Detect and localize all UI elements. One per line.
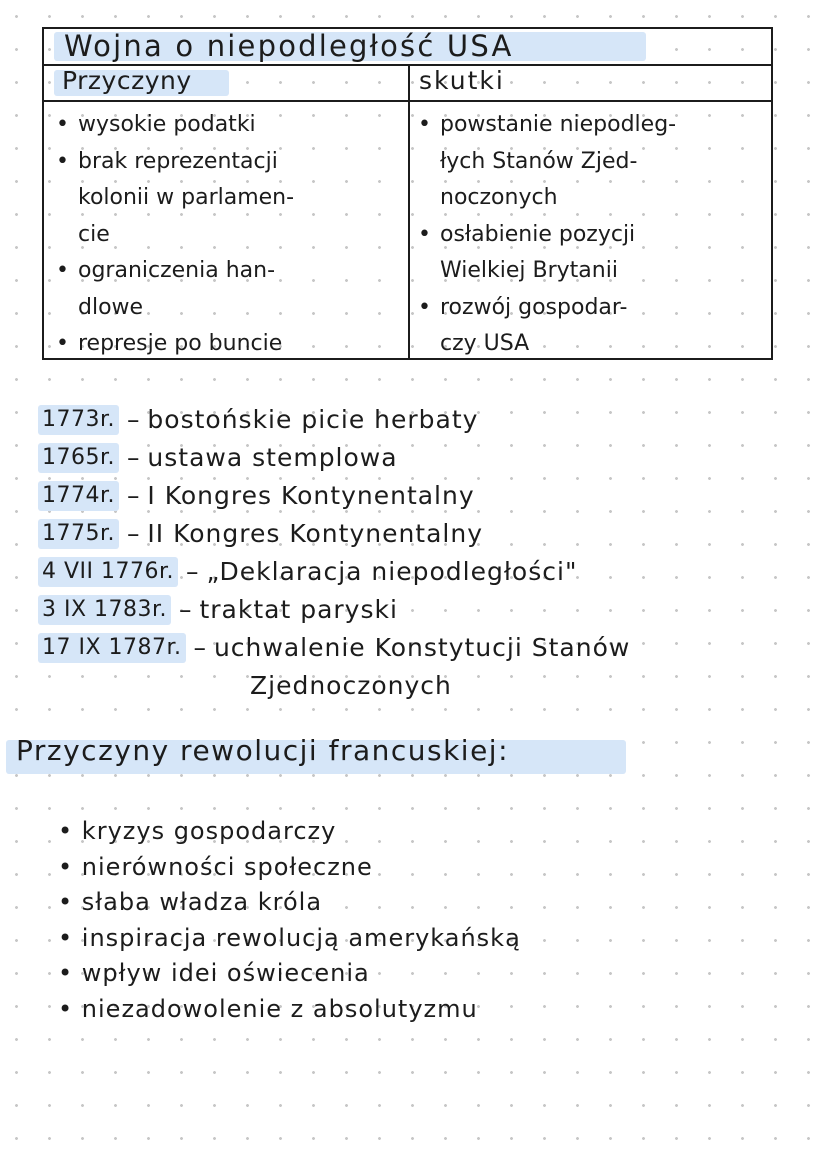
bullet-icon: • <box>58 817 82 845</box>
list-item-text: inspiracja rewolucją amerykańską <box>81 923 521 952</box>
timeline-text: Zjednoczonych <box>250 671 452 700</box>
table-line-text: wysokie podatki <box>78 112 256 137</box>
timeline-dash: – <box>178 557 207 586</box>
revolution-causes-list <box>58 814 521 1027</box>
list-item-text: kryzys gospodarczy <box>81 817 337 845</box>
table-line-text: brak reprezentacji <box>78 148 278 174</box>
table-line-text: represje po buncie <box>78 331 283 356</box>
list-item-text: słaba władza króla <box>81 888 323 916</box>
timeline-entry <box>38 630 630 666</box>
timeline-dash: – <box>171 595 200 624</box>
header-causes: Przyczyny <box>62 66 192 95</box>
timeline-entry <box>38 402 478 438</box>
table-line-text: kolonii w parlamen- <box>78 185 295 210</box>
timeline-dash: – <box>119 519 148 548</box>
section-title: Przyczyny rewolucji francuskiej: <box>16 734 510 767</box>
bullet-icon: • <box>418 294 431 320</box>
list-item-text: niezadowolenie z absolutyzmu <box>81 994 478 1023</box>
table-line-text: osłabienie pozycji <box>440 221 636 247</box>
list-item-text: wpływ idei oświecenia <box>81 959 370 987</box>
timeline-dash: – <box>185 633 214 662</box>
bullet-icon: • <box>58 852 82 881</box>
timeline-entry <box>250 668 452 704</box>
timeline-dash: – <box>119 443 148 472</box>
table-title: Wojna o niepodległość USA <box>64 29 514 63</box>
bullet-icon: • <box>58 923 82 952</box>
causes-effects-table <box>42 27 773 360</box>
timeline-entry <box>38 516 483 552</box>
timeline-text: II Kongres Kontynentalny <box>147 519 484 548</box>
timeline-text: uchwalenie Konstytucji Stanów <box>213 633 631 662</box>
table-line-text: łych Stanów Zjed- <box>440 148 638 174</box>
table-line <box>418 180 768 217</box>
timeline-date: 17 IX 1787r. <box>38 633 186 663</box>
timeline-date: 1773r. <box>38 405 119 435</box>
list-item <box>58 885 521 921</box>
table-line <box>418 217 768 254</box>
timeline-entry <box>38 554 577 590</box>
table-line <box>56 144 401 181</box>
timeline-date: 3 IX 1783r. <box>38 595 171 625</box>
effects-column <box>418 107 768 363</box>
table-line-text: dlowe <box>78 294 144 320</box>
table-line-text: powstanie niepodleg- <box>440 112 677 137</box>
table-line-text: ograniczenia han- <box>78 258 276 283</box>
list-item <box>58 850 521 886</box>
list-item <box>58 814 521 850</box>
bullet-icon: • <box>418 221 431 247</box>
timeline-text: ustawa stemplowa <box>147 443 398 472</box>
timeline-date: 1765r. <box>38 443 119 473</box>
timeline-text: „Deklaracja niepodległości" <box>206 557 578 586</box>
table-line-text: cie <box>78 221 110 247</box>
timeline-text: bostońskie picie herbaty <box>147 405 479 434</box>
table-title-row <box>44 29 771 66</box>
table-line <box>418 290 768 327</box>
list-item <box>58 992 521 1028</box>
timeline-text: traktat paryski <box>199 595 398 624</box>
bullet-icon: • <box>58 959 82 987</box>
table-line <box>56 217 401 254</box>
table-line <box>56 107 401 144</box>
table-line-text: Wielkiej Brytanii <box>440 258 618 283</box>
table-line-text: czy USA <box>440 331 530 356</box>
column-divider <box>408 64 410 360</box>
list-item-text: nierówności społeczne <box>81 852 373 881</box>
bullet-icon: • <box>56 331 69 356</box>
header-effects: skutki <box>419 66 505 95</box>
timeline-date: 1774r. <box>38 481 119 511</box>
timeline-entry <box>38 592 398 628</box>
timeline-date: 1775r. <box>38 519 119 549</box>
bullet-icon: • <box>56 148 69 174</box>
list-item <box>58 956 521 992</box>
bullet-icon: • <box>56 112 69 137</box>
table-line-text: rozwój gospodar- <box>440 294 628 320</box>
table-line <box>56 180 401 217</box>
table-line <box>418 144 768 181</box>
causes-column <box>56 107 401 363</box>
timeline-text: I Kongres Kontynentalny <box>147 481 475 510</box>
bullet-icon: • <box>56 258 69 283</box>
table-line <box>418 326 768 363</box>
table-line <box>56 253 401 290</box>
timeline-dash: – <box>119 405 148 434</box>
table-line <box>418 253 768 290</box>
timeline-date: 4 VII 1776r. <box>38 557 178 587</box>
table-line-text: noczonych <box>440 185 558 210</box>
timeline-entry <box>38 478 475 514</box>
table-line <box>56 290 401 327</box>
timeline-entry <box>38 440 398 476</box>
bullet-icon: • <box>418 112 431 137</box>
bullet-icon: • <box>58 994 82 1023</box>
list-item <box>58 921 521 957</box>
timeline-dash: – <box>119 481 148 510</box>
table-line <box>56 326 401 363</box>
bullet-icon: • <box>58 888 82 916</box>
table-line <box>418 107 768 144</box>
